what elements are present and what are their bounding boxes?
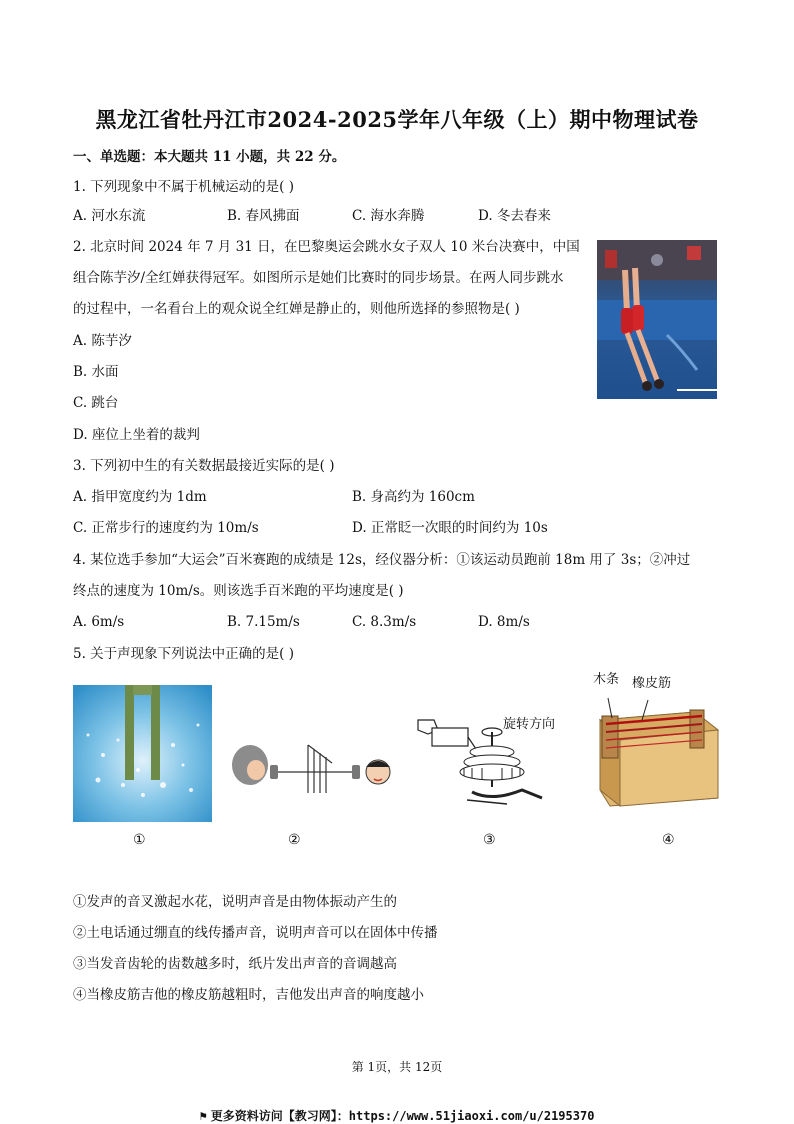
q3-option-d: D. 正常眨一次眼的时间约为 10s (352, 520, 548, 536)
q1-option-d: D. 冬去春来 (478, 208, 551, 224)
flag-icon: ⚑ (199, 1109, 207, 1123)
rubber-band-guitar-figure (590, 690, 725, 808)
q4-option-d: D. 8m/s (478, 614, 530, 630)
q2-option-d: D. 座位上坐着的裁判 (73, 427, 200, 443)
q2-option-c: C. 跳台 (73, 395, 119, 411)
rubber-band-label: 橡皮筋 (632, 676, 672, 691)
diving-photo (597, 240, 717, 399)
q2-option-b: B. 水面 (73, 364, 119, 380)
string-telephone-figure (228, 735, 398, 797)
q5-statement-1: ①发声的音叉激起水花，说明声音是由物体振动产生的 (73, 894, 397, 910)
question-5-stem: 5. 关于声现象下列说法中正确的是( ) (73, 646, 294, 662)
figure-label-2: ② (288, 832, 301, 848)
q5-statement-2: ②土电话通过绷直的线传播声音，说明声音可以在固体中传播 (73, 925, 438, 941)
rotation-direction-label: 旋转方向 (503, 717, 556, 732)
page-number: 第 1页，共 12页 (351, 1060, 443, 1074)
q5-statement-3: ③当发音齿轮的齿数越多时，纸片发出声音的音调越高 (73, 956, 397, 972)
q3-option-c: C. 正常步行的速度约为 10m/s (73, 520, 259, 536)
q1-option-b: B. 春风拂面 (227, 208, 300, 224)
page-title: 黑龙江省牡丹江市2024-2025学年八年级（上）期中物理试卷 (95, 107, 699, 132)
q1-option-a: A. 河水东流 (73, 208, 146, 224)
q1-option-c: C. 海水奔腾 (352, 208, 425, 224)
q3-option-a: A. 指甲宽度约为 1dm (73, 489, 207, 505)
section-heading: 一、单选题：本大题共 11 小题，共 22 分。 (73, 149, 346, 165)
wood-strip-label: 木条 (593, 672, 620, 687)
question-4-stem-line1: 4. 某位选手参加“大运会”百米赛跑的成绩是 12s，经仪器分析：①该运动员跑前 18m 用了 3s；②冲过 (73, 552, 691, 568)
q2-option-a: A. 陈芋汐 (73, 333, 132, 349)
figure-label-3: ③ (483, 832, 496, 848)
promo-footer[interactable] (0, 1107, 794, 1124)
promo-text[interactable]: 更多资料访问【教习网】：https://www.51jiaoxi.com/u/2195370 (210, 1109, 595, 1123)
figure-label-1: ① (133, 832, 146, 848)
question-2-stem-line2: 组合陈芋汐/全红婵获得冠军。如图所示是她们比赛时的同步场景。在两人同步跳水 (73, 270, 564, 286)
question-1-stem: 1. 下列现象中不属于机械运动的是( ) (73, 179, 294, 195)
figure-label-4: ④ (662, 832, 675, 848)
q5-statement-4: ④当橡皮筋吉他的橡皮筋越粗时，吉他发出声音的响度越小 (73, 987, 424, 1003)
q4-option-a: A. 6m/s (73, 614, 125, 630)
question-4-stem-line2: 终点的速度为 10m/s。则该选手百米跑的平均速度是( ) (73, 583, 404, 599)
tuning-fork-figure (73, 685, 212, 822)
question-2-stem-line1: 2. 北京时间 2024 年 7 月 31 日，在巴黎奥运会跳水女子双人 10 米台决赛中，中国 (73, 239, 580, 255)
question-2-stem-line3: 的过程中，一名看台上的观众说全红婵是静止的，则他所选择的参照物是( ) (73, 301, 520, 317)
q4-option-c: C. 8.3m/s (352, 614, 417, 630)
q4-option-b: B. 7.15m/s (227, 614, 300, 630)
question-3-stem: 3. 下列初中生的有关数据最接近实际的是( ) (73, 458, 335, 474)
q3-option-b: B. 身高约为 160cm (352, 489, 475, 505)
